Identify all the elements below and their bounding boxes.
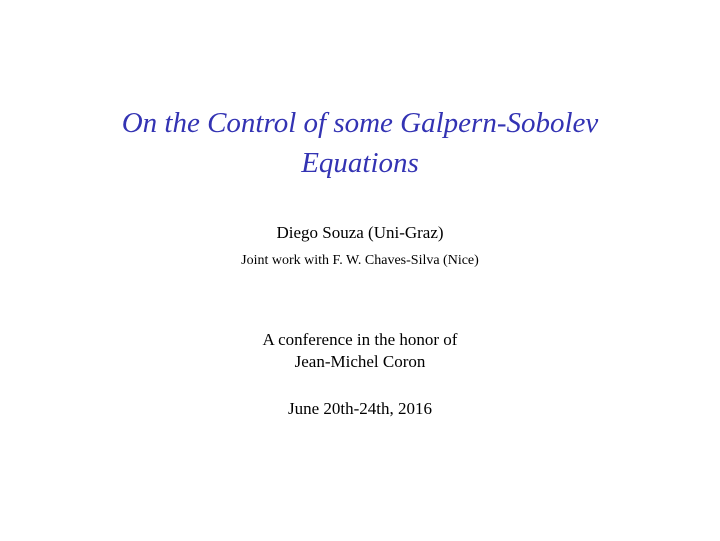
- joint-work-note: Joint work with F. W. Chaves-Silva (Nice): [241, 253, 479, 268]
- conference-line-2: Jean-Michel Coron: [294, 352, 426, 371]
- slide-title-line-1: On the Control of some Galpern-Sobolev: [121, 107, 599, 139]
- conference-line-1: A conference in the honor of: [262, 330, 458, 349]
- slide-title: [60, 103, 660, 183]
- conference-date: June 20th-24th, 2016: [287, 399, 433, 418]
- author-name: Diego Souza (Uni-Graz): [276, 223, 444, 242]
- slide-title-line-2: Equations: [301, 147, 419, 179]
